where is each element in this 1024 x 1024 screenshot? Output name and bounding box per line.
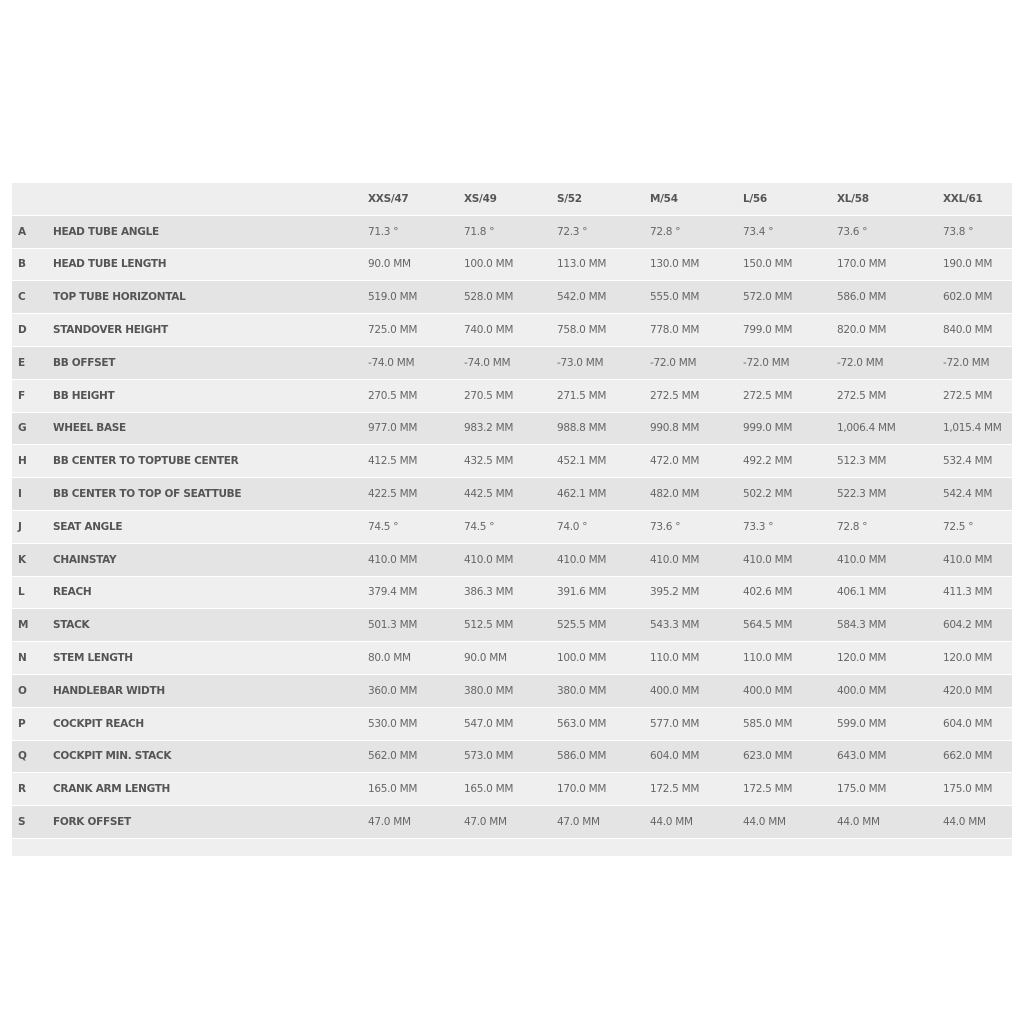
value-cell: 412.5 MM — [368, 445, 464, 478]
value-cell: 80.0 MM — [368, 642, 464, 675]
value-cell: 110.0 MM — [743, 642, 837, 675]
value-cell: 400.0 MM — [650, 674, 743, 707]
value-cell: 643.0 MM — [837, 740, 943, 773]
size-header: L/56 — [743, 183, 837, 215]
value-cell: 492.2 MM — [743, 445, 837, 478]
row-label: CRANK ARM LENGTH — [53, 773, 368, 806]
value-cell: 172.5 MM — [650, 773, 743, 806]
value-cell: 395.2 MM — [650, 576, 743, 609]
value-cell: 410.0 MM — [650, 543, 743, 576]
value-cell: 602.0 MM — [943, 281, 1012, 314]
row-label: STEM LENGTH — [53, 642, 368, 675]
value-cell: 564.5 MM — [743, 609, 837, 642]
row-letter: P — [12, 707, 53, 740]
value-cell: 530.0 MM — [368, 707, 464, 740]
value-cell: 577.0 MM — [650, 707, 743, 740]
value-cell: 555.0 MM — [650, 281, 743, 314]
value-cell: 820.0 MM — [837, 314, 943, 347]
header-label-cell — [53, 183, 368, 215]
value-cell: 172.5 MM — [743, 773, 837, 806]
row-letter: Q — [12, 740, 53, 773]
value-cell: 100.0 MM — [557, 642, 650, 675]
row-letter: F — [12, 379, 53, 412]
value-cell: 379.4 MM — [368, 576, 464, 609]
table-row — [12, 412, 1012, 445]
value-cell: 528.0 MM — [464, 281, 557, 314]
value-cell: 799.0 MM — [743, 314, 837, 347]
size-header: S/52 — [557, 183, 650, 215]
value-cell: 410.0 MM — [943, 543, 1012, 576]
value-cell: 165.0 MM — [368, 773, 464, 806]
value-cell: 47.0 MM — [557, 806, 650, 839]
table-row — [12, 510, 1012, 543]
table-footer-spacer — [12, 838, 1012, 856]
row-label: STANDOVER HEIGHT — [53, 314, 368, 347]
value-cell: 547.0 MM — [464, 707, 557, 740]
row-letter: B — [12, 248, 53, 281]
value-cell: 380.0 MM — [557, 674, 650, 707]
value-cell: 150.0 MM — [743, 248, 837, 281]
footer-cell — [650, 838, 743, 856]
size-header: XS/49 — [464, 183, 557, 215]
value-cell: 525.5 MM — [557, 609, 650, 642]
value-cell: 662.0 MM — [943, 740, 1012, 773]
value-cell: 462.1 MM — [557, 478, 650, 511]
value-cell: 543.3 MM — [650, 609, 743, 642]
value-cell: 175.0 MM — [943, 773, 1012, 806]
row-letter: M — [12, 609, 53, 642]
value-cell: 90.0 MM — [464, 642, 557, 675]
value-cell: 72.8 ° — [650, 215, 743, 248]
row-letter: N — [12, 642, 53, 675]
value-cell: 44.0 MM — [837, 806, 943, 839]
value-cell: 400.0 MM — [837, 674, 943, 707]
row-letter: S — [12, 806, 53, 839]
value-cell: 100.0 MM — [464, 248, 557, 281]
value-cell: 585.0 MM — [743, 707, 837, 740]
value-cell: -72.0 MM — [943, 346, 1012, 379]
row-letter: H — [12, 445, 53, 478]
value-cell: 47.0 MM — [368, 806, 464, 839]
value-cell: 272.5 MM — [837, 379, 943, 412]
value-cell: 170.0 MM — [837, 248, 943, 281]
value-cell: 270.5 MM — [368, 379, 464, 412]
value-cell: 90.0 MM — [368, 248, 464, 281]
row-letter: O — [12, 674, 53, 707]
value-cell: 73.4 ° — [743, 215, 837, 248]
size-header: M/54 — [650, 183, 743, 215]
row-label: BB CENTER TO TOPTUBE CENTER — [53, 445, 368, 478]
value-cell: 512.3 MM — [837, 445, 943, 478]
value-cell: 74.5 ° — [368, 510, 464, 543]
value-cell: 999.0 MM — [743, 412, 837, 445]
value-cell: 44.0 MM — [743, 806, 837, 839]
table-row — [12, 576, 1012, 609]
value-cell: 420.0 MM — [943, 674, 1012, 707]
value-cell: 472.0 MM — [650, 445, 743, 478]
value-cell: 410.0 MM — [368, 543, 464, 576]
value-cell: 977.0 MM — [368, 412, 464, 445]
value-cell: 170.0 MM — [557, 773, 650, 806]
table-row — [12, 543, 1012, 576]
table-row — [12, 281, 1012, 314]
value-cell: 271.5 MM — [557, 379, 650, 412]
value-cell: 130.0 MM — [650, 248, 743, 281]
value-cell: 73.6 ° — [650, 510, 743, 543]
table-row — [12, 773, 1012, 806]
value-cell: 120.0 MM — [943, 642, 1012, 675]
footer-cell — [837, 838, 943, 856]
row-label: BB OFFSET — [53, 346, 368, 379]
row-letter: E — [12, 346, 53, 379]
value-cell: 386.3 MM — [464, 576, 557, 609]
value-cell: -73.0 MM — [557, 346, 650, 379]
footer-cell — [464, 838, 557, 856]
value-cell: 573.0 MM — [464, 740, 557, 773]
value-cell: 604.2 MM — [943, 609, 1012, 642]
value-cell: 380.0 MM — [464, 674, 557, 707]
row-label: STACK — [53, 609, 368, 642]
row-label: HEAD TUBE ANGLE — [53, 215, 368, 248]
value-cell: 512.5 MM — [464, 609, 557, 642]
table-row — [12, 642, 1012, 675]
row-letter: C — [12, 281, 53, 314]
value-cell: 360.0 MM — [368, 674, 464, 707]
row-letter: I — [12, 478, 53, 511]
value-cell: 391.6 MM — [557, 576, 650, 609]
row-label: BB CENTER TO TOP OF SEATTUBE — [53, 478, 368, 511]
row-label: COCKPIT MIN. STACK — [53, 740, 368, 773]
value-cell: 272.5 MM — [650, 379, 743, 412]
value-cell: 1,006.4 MM — [837, 412, 943, 445]
value-cell: 402.6 MM — [743, 576, 837, 609]
value-cell: -72.0 MM — [837, 346, 943, 379]
row-letter: A — [12, 215, 53, 248]
row-label: SEAT ANGLE — [53, 510, 368, 543]
row-label: BB HEIGHT — [53, 379, 368, 412]
table-row — [12, 445, 1012, 478]
row-letter: L — [12, 576, 53, 609]
value-cell: 422.5 MM — [368, 478, 464, 511]
value-cell: 502.2 MM — [743, 478, 837, 511]
value-cell: 47.0 MM — [464, 806, 557, 839]
table-row — [12, 707, 1012, 740]
table-row — [12, 740, 1012, 773]
size-header: XXL/61 — [943, 183, 1012, 215]
row-label: COCKPIT REACH — [53, 707, 368, 740]
row-label: REACH — [53, 576, 368, 609]
table-row — [12, 248, 1012, 281]
value-cell: 410.0 MM — [557, 543, 650, 576]
value-cell: -74.0 MM — [368, 346, 464, 379]
value-cell: 562.0 MM — [368, 740, 464, 773]
value-cell: 72.8 ° — [837, 510, 943, 543]
value-cell: 406.1 MM — [837, 576, 943, 609]
value-cell: 72.5 ° — [943, 510, 1012, 543]
value-cell: 740.0 MM — [464, 314, 557, 347]
value-cell: 522.3 MM — [837, 478, 943, 511]
value-cell: 1,015.4 MM — [943, 412, 1012, 445]
value-cell: -74.0 MM — [464, 346, 557, 379]
footer-cell — [943, 838, 1012, 856]
value-cell: 599.0 MM — [837, 707, 943, 740]
value-cell: 623.0 MM — [743, 740, 837, 773]
value-cell: 584.3 MM — [837, 609, 943, 642]
value-cell: 758.0 MM — [557, 314, 650, 347]
row-label: HEAD TUBE LENGTH — [53, 248, 368, 281]
table-row — [12, 379, 1012, 412]
table-row — [12, 674, 1012, 707]
value-cell: 165.0 MM — [464, 773, 557, 806]
value-cell: 432.5 MM — [464, 445, 557, 478]
value-cell: 442.5 MM — [464, 478, 557, 511]
value-cell: 725.0 MM — [368, 314, 464, 347]
size-header: XL/58 — [837, 183, 943, 215]
row-label: CHAINSTAY — [53, 543, 368, 576]
value-cell: 778.0 MM — [650, 314, 743, 347]
table-row — [12, 806, 1012, 839]
value-cell: 71.3 ° — [368, 215, 464, 248]
row-letter: R — [12, 773, 53, 806]
header-row — [12, 183, 1012, 215]
value-cell: 410.0 MM — [743, 543, 837, 576]
value-cell: 482.0 MM — [650, 478, 743, 511]
value-cell: 542.0 MM — [557, 281, 650, 314]
value-cell: 988.8 MM — [557, 412, 650, 445]
table-row — [12, 346, 1012, 379]
value-cell: 604.0 MM — [943, 707, 1012, 740]
value-cell: 840.0 MM — [943, 314, 1012, 347]
value-cell: 532.4 MM — [943, 445, 1012, 478]
value-cell: 542.4 MM — [943, 478, 1012, 511]
value-cell: 563.0 MM — [557, 707, 650, 740]
value-cell: 74.5 ° — [464, 510, 557, 543]
value-cell: 452.1 MM — [557, 445, 650, 478]
row-letter: J — [12, 510, 53, 543]
row-letter: D — [12, 314, 53, 347]
value-cell: 74.0 ° — [557, 510, 650, 543]
footer-cell — [368, 838, 464, 856]
value-cell: 410.0 MM — [464, 543, 557, 576]
value-cell: 572.0 MM — [743, 281, 837, 314]
footer-cell — [743, 838, 837, 856]
value-cell: 73.3 ° — [743, 510, 837, 543]
geometry-table — [12, 183, 1012, 856]
row-label: TOP TUBE HORIZONTAL — [53, 281, 368, 314]
value-cell: -72.0 MM — [650, 346, 743, 379]
value-cell: 990.8 MM — [650, 412, 743, 445]
value-cell: 73.8 ° — [943, 215, 1012, 248]
header-letter-cell — [12, 183, 53, 215]
row-letter: G — [12, 412, 53, 445]
value-cell: 73.6 ° — [837, 215, 943, 248]
row-letter: K — [12, 543, 53, 576]
table-row — [12, 478, 1012, 511]
row-label: HANDLEBAR WIDTH — [53, 674, 368, 707]
value-cell: 113.0 MM — [557, 248, 650, 281]
value-cell: 501.3 MM — [368, 609, 464, 642]
value-cell: 519.0 MM — [368, 281, 464, 314]
value-cell: 120.0 MM — [837, 642, 943, 675]
table-row — [12, 215, 1012, 248]
row-label: WHEEL BASE — [53, 412, 368, 445]
value-cell: 410.0 MM — [837, 543, 943, 576]
value-cell: 983.2 MM — [464, 412, 557, 445]
value-cell: 44.0 MM — [650, 806, 743, 839]
footer-cell — [557, 838, 650, 856]
footer-cell — [12, 838, 53, 856]
value-cell: 270.5 MM — [464, 379, 557, 412]
value-cell: 110.0 MM — [650, 642, 743, 675]
value-cell: 44.0 MM — [943, 806, 1012, 839]
value-cell: 400.0 MM — [743, 674, 837, 707]
value-cell: 604.0 MM — [650, 740, 743, 773]
size-header: XXS/47 — [368, 183, 464, 215]
value-cell: 190.0 MM — [943, 248, 1012, 281]
value-cell: 71.8 ° — [464, 215, 557, 248]
row-label: FORK OFFSET — [53, 806, 368, 839]
value-cell: 411.3 MM — [943, 576, 1012, 609]
value-cell: 586.0 MM — [557, 740, 650, 773]
value-cell: 72.3 ° — [557, 215, 650, 248]
value-cell: -72.0 MM — [743, 346, 837, 379]
value-cell: 272.5 MM — [743, 379, 837, 412]
table-row — [12, 314, 1012, 347]
value-cell: 175.0 MM — [837, 773, 943, 806]
value-cell: 272.5 MM — [943, 379, 1012, 412]
footer-cell — [53, 838, 368, 856]
value-cell: 586.0 MM — [837, 281, 943, 314]
table-row — [12, 609, 1012, 642]
